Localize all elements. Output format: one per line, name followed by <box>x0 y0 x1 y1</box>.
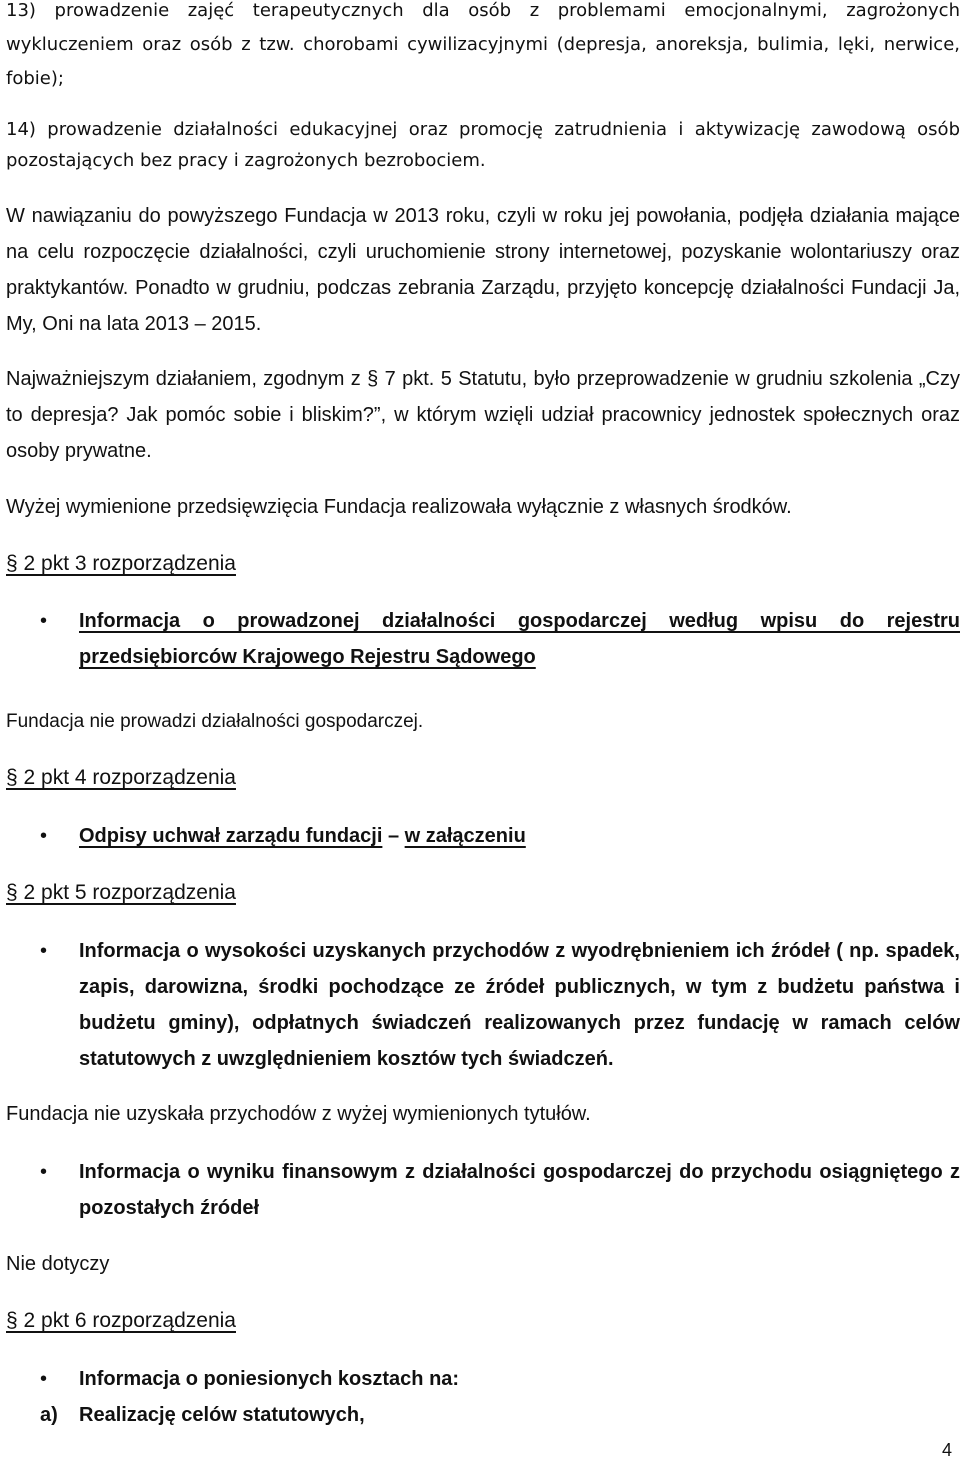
bullet-text: Odpisy uchwał zarządu fundacji – w załączeniu <box>79 825 526 847</box>
paragraph-no-revenue: Fundacja nie uzyskała przychodów z wyżej wymienionych tytułów. <box>6 1103 591 1125</box>
bullet-icon: • <box>40 610 48 632</box>
bullet-text: Informacja o wysokości uzyskanych przychodów z wyodrębnieniem ich źródeł ( np. spadek, zapis, darowizna, środki pochodzące ze źródeł publicznych, w tym z budżetu państwa i budżetu gminy), odpłatnych świadczeń realizowanych przez fundację w ramach celów statutowych z uwzględnieniem kosztów tych świadczeń. <box>79 940 960 1070</box>
section-heading-pkt6: § 2 pkt 6 rozporządzenia <box>6 1309 236 1332</box>
paragraph-no-business: Fundacja nie prowadzi działalności gospodarczej. <box>6 711 424 732</box>
section-heading-pkt5: § 2 pkt 5 rozporządzenia <box>6 881 236 904</box>
bullet-item-revenue-sources <box>0 933 960 1079</box>
bullet-icon: • <box>40 1368 48 1390</box>
paragraph-training: Najważniejszym działaniem, zgodnym z § 7 pkt. 5 Statutu, było przeprowadzenie w grudniu szkolenia „Czy to depresja? Jak pomóc sobie i bliskim?”, w którym wzięli udział pracownicy jednostek społecznych oraz osoby prywatne. <box>6 368 960 462</box>
bullet-item-board-resolutions <box>0 818 960 854</box>
paragraph-foundation-activities: W nawiązaniu do powyższego Fundacja w 2013 roku, czyli w roku jej powołania, podjęła działania mające na celu rozpoczęcie działalności, czyli uruchomienie strony internetowej, pozyskanie wolontariuszy oraz praktykantów. Ponadto w grudniu, podczas zebrania Zarządu, przyjęto koncepcję działalności Fundacji Ja, My, Oni na lata 2013 – 2015. <box>6 205 960 335</box>
paragraph-own-funds: Wyżej wymienione przedsięwzięcia Fundacja realizowała wyłącznie z własnych środków. <box>6 496 792 518</box>
sublist-item-a <box>0 1397 960 1433</box>
bullet-text: Informacja o wyniku finansowym z działalności gospodarczej do przychodu osiągniętego z pozostałych źródeł <box>79 1161 960 1219</box>
section-heading-pkt4: § 2 pkt 4 rozporządzenia <box>6 766 236 789</box>
sublist-marker: a) <box>40 1404 58 1426</box>
sublist-text: Realizację celów statutowych, <box>79 1404 365 1426</box>
list-item-13: 13) prowadzenie zajęć terapeutycznych dla osób z problemami emocjonalnymi, zagrożonych wykluczeniem oraz osób z tzw. chorobami cywilizacyjnymi (depresja, anoreksja, bulimia, lęki, nerwice, fobie); <box>6 0 960 89</box>
list-item-14: 14) prowadzenie działalności edukacyjnej oraz promocję zatrudnienia i aktywizację zawodową osób pozostających bez pracy i zagrożonych bezrobociem. <box>6 119 960 171</box>
paragraph-not-applicable: Nie dotyczy <box>6 1253 110 1275</box>
bullet-item-costs <box>0 1361 960 1397</box>
page-number: 4 <box>941 1440 952 1460</box>
bullet-text: Informacja o prowadzonej działalności gospodarczej według wpisu do rejestru przedsiębiorców Krajowego Rejestru Sądowego <box>79 610 960 668</box>
bullet-icon: • <box>40 940 48 962</box>
bullet-item-financial-result <box>0 1154 960 1228</box>
bullet-text: Informacja o poniesionych kosztach na: <box>79 1368 460 1390</box>
section-heading-pkt3: § 2 pkt 3 rozporządzenia <box>6 552 236 575</box>
bullet-item-business-activity <box>0 603 960 677</box>
bullet-icon: • <box>40 825 48 847</box>
bullet-icon: • <box>40 1161 48 1183</box>
